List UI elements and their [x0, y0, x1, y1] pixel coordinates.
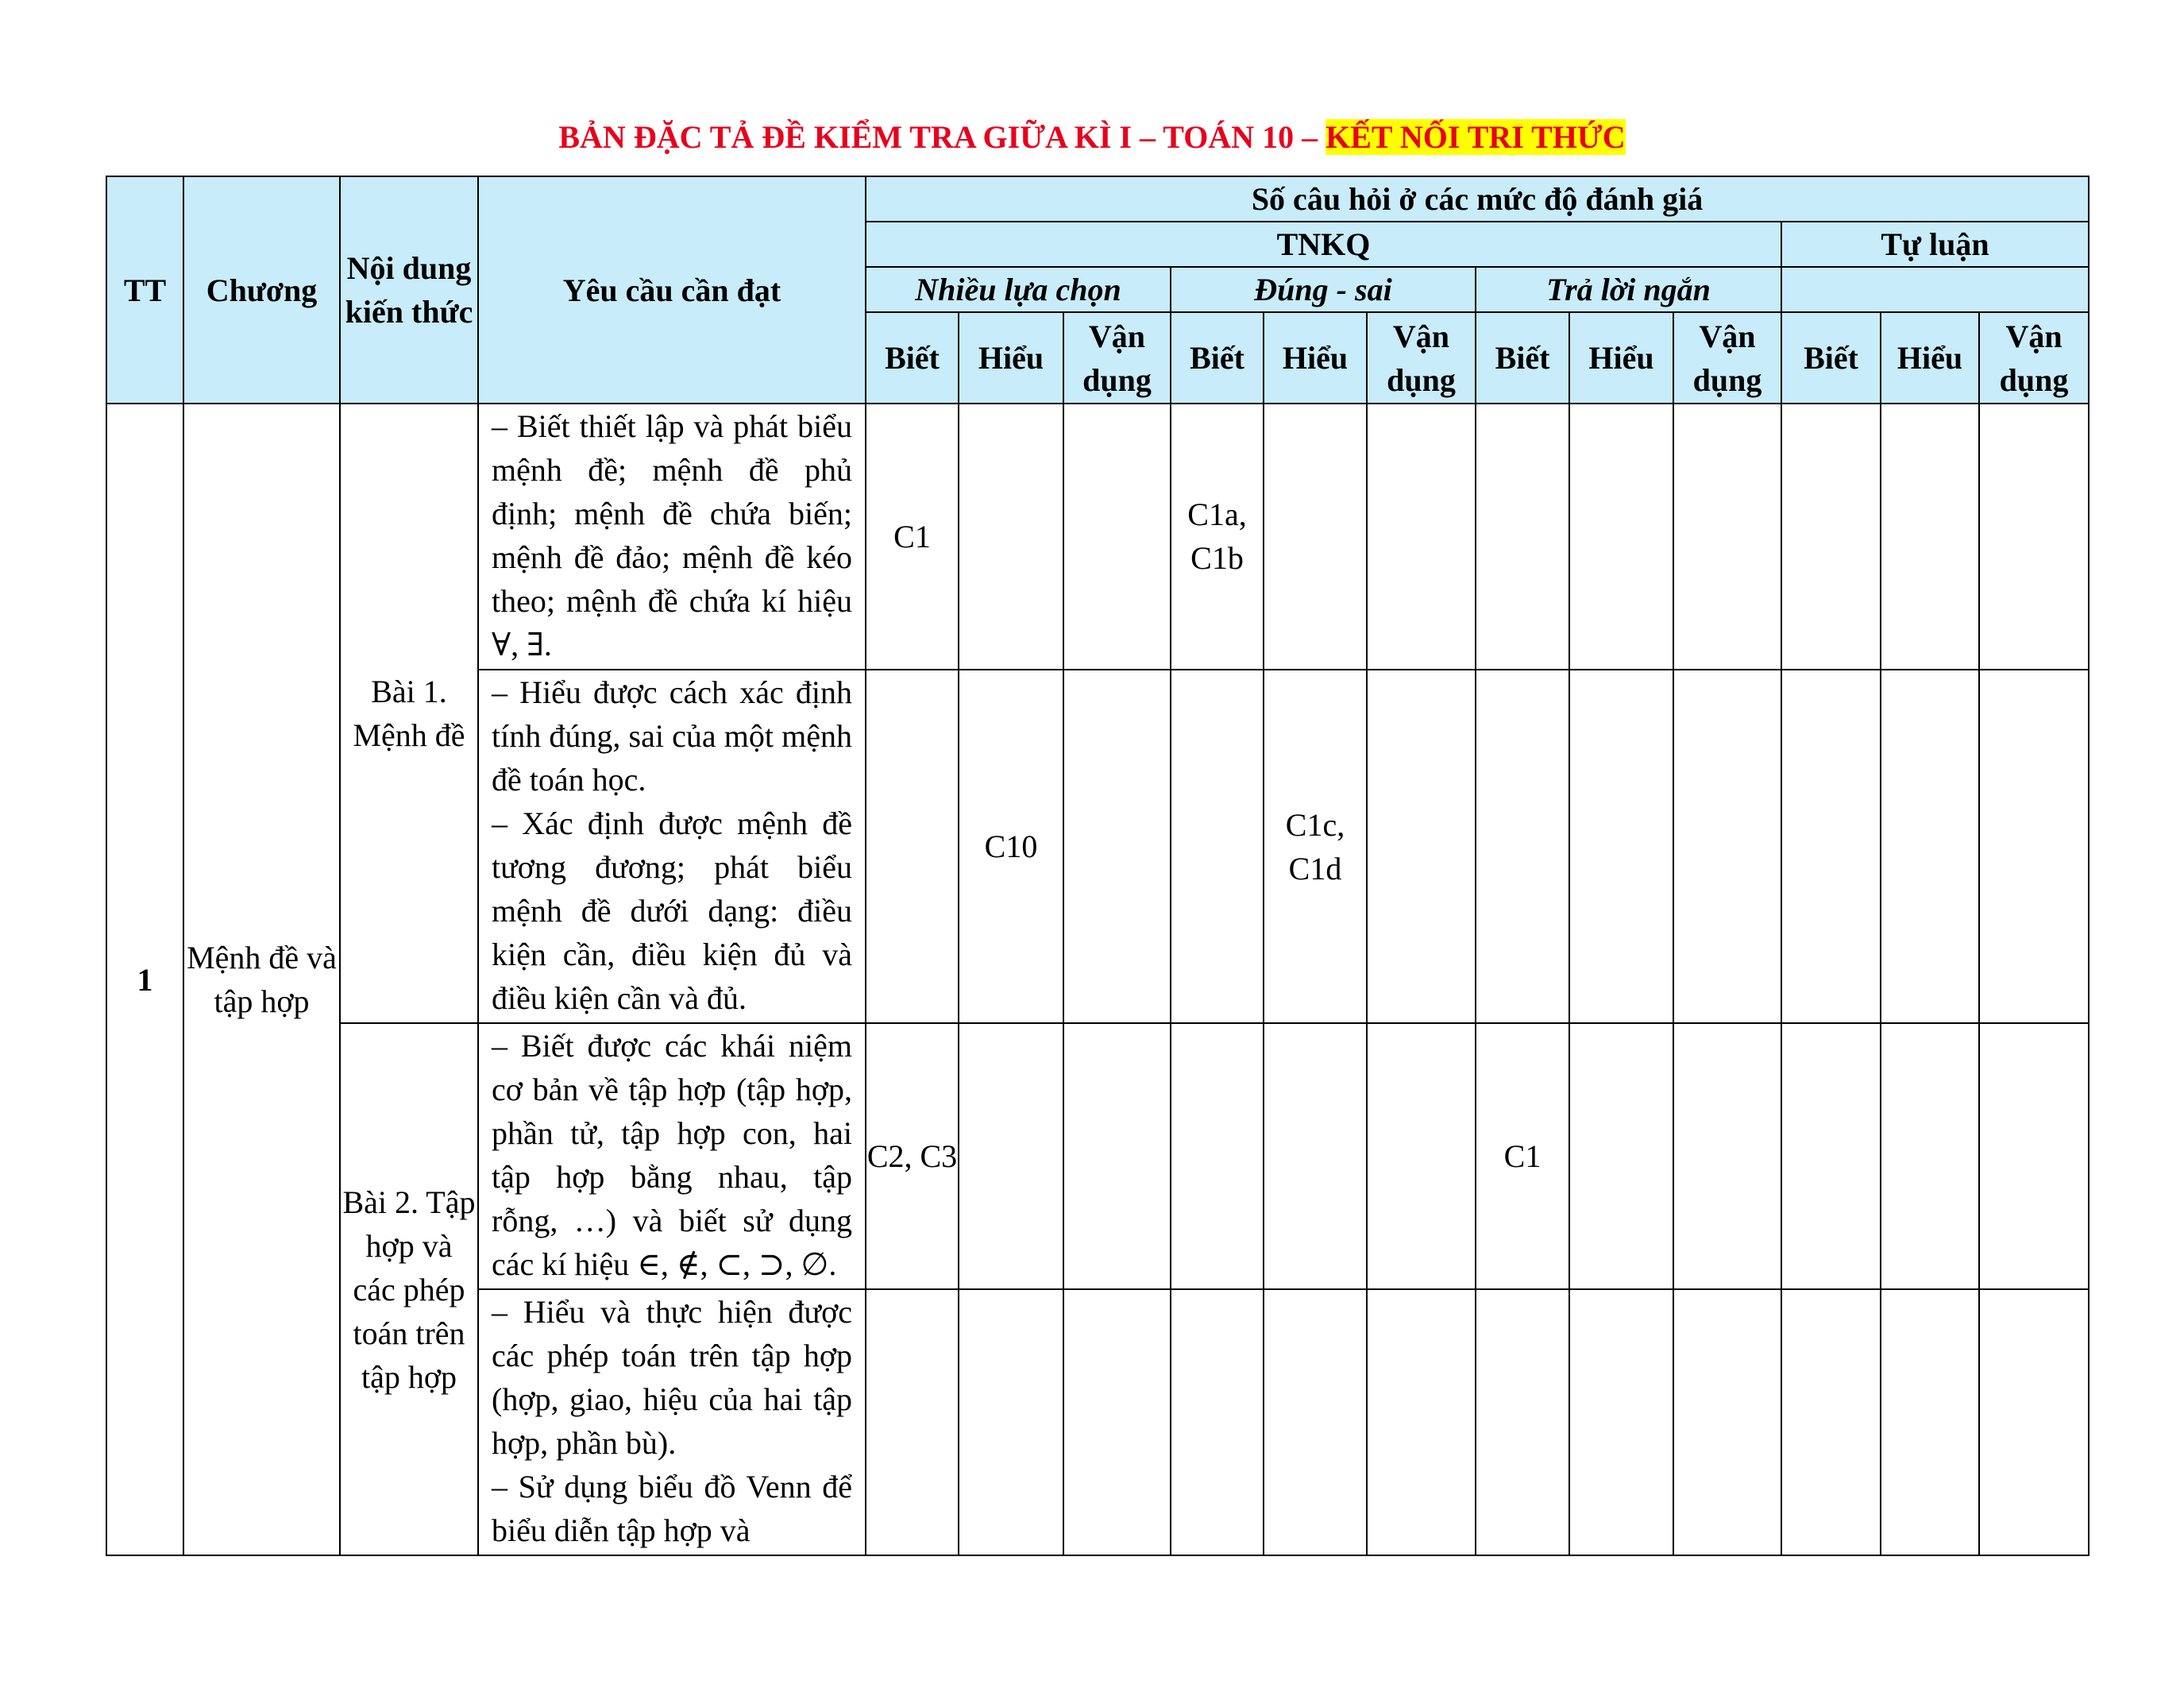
header-hieu: Hiểu: [1569, 312, 1673, 404]
row-bai1: Bài 1. Mệnh đề: [340, 404, 478, 1023]
cell-trn-hieu: [1569, 404, 1673, 670]
header-yeu-cau: Yêu cầu cần đạt: [478, 176, 866, 404]
cell-tl-biet: [1781, 1289, 1881, 1555]
header-nhieu-lua-chon: Nhiều lựa chọn: [866, 267, 1171, 312]
header-van-dung: Vận dụng: [1979, 312, 2089, 404]
header-van-dung: Vận dụng: [1673, 312, 1781, 404]
table-row: [106, 1023, 2089, 1289]
cell-nlc-hieu: [959, 404, 1063, 670]
row-bai2: Bài 2. Tập hợp và các phép toán trên tập hợp: [340, 1023, 478, 1555]
header-biet: Biết: [866, 312, 959, 404]
cell-ds-biet: [1171, 1289, 1264, 1555]
cell-tl-hieu: [1881, 670, 1979, 1023]
cell-ds-van-dung: [1367, 670, 1476, 1023]
cell-nlc-hieu: C10: [959, 670, 1063, 1023]
requirement-text: – Hiểu và thực hiện được các phép toán trên tập hợp (hợp, giao, hiệu của hai tập hợp, phần bù).: [492, 1294, 852, 1462]
cell-ds-hieu: [1264, 404, 1367, 670]
cell-nlc-biet: [866, 1289, 959, 1555]
cell-tl-hieu: [1881, 1023, 1979, 1289]
header-chuong: Chương: [183, 176, 340, 404]
specification-table: [106, 176, 2089, 1556]
cell-nlc-biet: [866, 670, 959, 1023]
header-biet: Biết: [1171, 312, 1264, 404]
cell-ds-van-dung: [1367, 1289, 1476, 1555]
header-tra-loi-ngan: Trả lời ngắn: [1476, 267, 1781, 312]
cell-nlc-hieu: [959, 1023, 1063, 1289]
requirement-text: – Biết được các khái niệm cơ bản về tập hợp (tập hợp, phần tử, tập hợp con, hai tập hợp bằng nhau, tập rỗng, …) và biết sử dụng các kí hiệu ∈, ∉, ⊂, ⊃, ∅.: [492, 1028, 852, 1283]
header-hieu: Hiểu: [959, 312, 1063, 404]
row-tt: 1: [106, 404, 183, 1555]
header-hieu: Hiểu: [1881, 312, 1979, 404]
cell-tl-hieu: [1881, 404, 1979, 670]
cell-trn-hieu: [1569, 1023, 1673, 1289]
cell-ds-biet: [1171, 670, 1264, 1023]
header-tu-luan: Tự luận: [1781, 222, 2089, 267]
cell-ds-hieu: [1264, 1023, 1367, 1289]
cell-nlc-hieu: [959, 1289, 1063, 1555]
cell-tl-biet: [1781, 404, 1881, 670]
cell-ds-van-dung: [1367, 404, 1476, 670]
cell-trn-hieu: [1569, 670, 1673, 1023]
table-row: [106, 404, 2089, 670]
cell-trn-biet: [1476, 404, 1569, 670]
cell-tl-van-dung: [1979, 1289, 2089, 1555]
requirement-cell: [478, 1023, 866, 1289]
title-main: BẢN ĐẶC TẢ ĐỀ KIỂM TRA GIỮA KÌ I – TOÁN 10 –: [558, 119, 1326, 155]
cell-ds-biet: [1171, 1023, 1264, 1289]
header-biet: Biết: [1781, 312, 1881, 404]
requirement-text: – Sử dụng biểu đồ Venn để biểu diễn tập hợp và: [492, 1469, 852, 1549]
header-tu-luan-blank: [1781, 267, 2089, 312]
requirement-cell: [478, 670, 866, 1023]
requirement-text: – Xác định được mệnh đề tương đương; phát biểu mệnh đề dưới dạng: điều kiện cần, điều kiện đủ và điều kiện cần và đủ.: [492, 805, 852, 1016]
header-tnkq: TNKQ: [866, 222, 1781, 267]
cell-ds-biet: C1a, C1b: [1171, 404, 1264, 670]
cell-nlc-van-dung: [1063, 404, 1171, 670]
cell-nlc-van-dung: [1063, 670, 1171, 1023]
header-noi-dung: Nội dung kiến thức: [340, 176, 478, 404]
cell-nlc-biet: C1: [866, 404, 959, 670]
requirement-text: – Hiểu được cách xác định tính đúng, sai của một mệnh đề toán học.: [492, 674, 852, 798]
cell-trn-biet: [1476, 670, 1569, 1023]
cell-trn-van-dung: [1673, 1023, 1781, 1289]
cell-trn-van-dung: [1673, 1289, 1781, 1555]
cell-trn-biet: [1476, 1289, 1569, 1555]
cell-tl-biet: [1781, 670, 1881, 1023]
cell-tl-van-dung: [1979, 670, 2089, 1023]
cell-tl-van-dung: [1979, 404, 2089, 670]
title-highlight: KẾT NỐI TRI THỨC: [1325, 119, 1626, 155]
header-dung-sai: Đúng - sai: [1171, 267, 1476, 312]
cell-nlc-van-dung: [1063, 1023, 1171, 1289]
cell-tl-hieu: [1881, 1289, 1979, 1555]
header-van-dung: Vận dụng: [1367, 312, 1476, 404]
cell-ds-van-dung: [1367, 1023, 1476, 1289]
header-tt: TT: [106, 176, 183, 404]
header-hieu: Hiểu: [1264, 312, 1367, 404]
header-so-cau: Số câu hỏi ở các mức độ đánh giá: [866, 176, 2089, 222]
cell-trn-van-dung: [1673, 404, 1781, 670]
cell-tl-biet: [1781, 1023, 1881, 1289]
cell-ds-hieu: C1c, C1d: [1264, 670, 1367, 1023]
requirement-cell: [478, 404, 866, 670]
cell-trn-biet: C1: [1476, 1023, 1569, 1289]
cell-trn-hieu: [1569, 1289, 1673, 1555]
cell-ds-hieu: [1264, 1289, 1367, 1555]
cell-tl-van-dung: [1979, 1023, 2089, 1289]
cell-nlc-van-dung: [1063, 1289, 1171, 1555]
document-title: [0, 118, 2184, 157]
cell-nlc-biet: C2, C3: [866, 1023, 959, 1289]
header-biet: Biết: [1476, 312, 1569, 404]
row-chuong: Mệnh đề và tập hợp: [183, 404, 340, 1555]
requirement-text: – Biết thiết lập và phát biểu mệnh đề; mệnh đề phủ định; mệnh đề chứa biến; mệnh đề đảo; mệnh đề kéo theo; mệnh đề chứa kí hiệu ∀, ∃.: [492, 408, 852, 662]
header-van-dung: Vận dụng: [1063, 312, 1171, 404]
cell-trn-van-dung: [1673, 670, 1781, 1023]
requirement-cell: [478, 1289, 866, 1555]
